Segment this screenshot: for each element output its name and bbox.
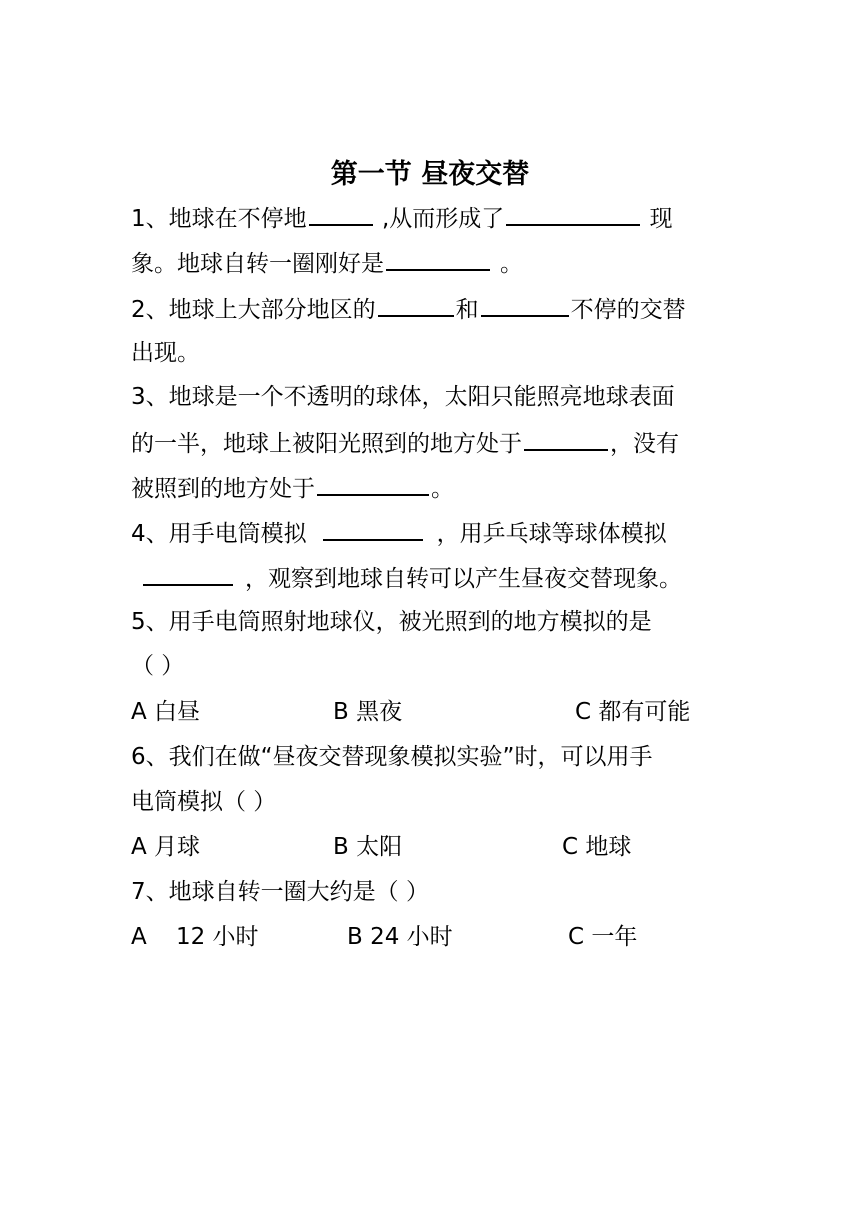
question-5-answer-paren[interactable]: （ ） bbox=[131, 653, 185, 679]
question-3-text-a: 地球是一个不透明的球体，太阳只能照亮地球表面 bbox=[168, 384, 675, 410]
question-3-number: 3、 bbox=[131, 384, 169, 410]
question-1-blank-3[interactable] bbox=[386, 247, 490, 271]
question-1-text-e: 。 bbox=[500, 251, 523, 277]
question-4-text-b: ，用乒乓球等球体模拟 bbox=[436, 521, 667, 547]
page-title: 第一节 昼夜交替 bbox=[330, 159, 530, 190]
question-3-blank-1[interactable] bbox=[524, 427, 608, 451]
question-4-text-c: ，观察到地球自转可以产生昼夜交替现象。 bbox=[245, 566, 682, 592]
question-5-option-a[interactable]: A 白昼 bbox=[131, 699, 201, 725]
question-3-text-c: ，没有 bbox=[610, 431, 679, 457]
question-3-line-2 bbox=[131, 427, 741, 459]
question-3-text-b: 的一半，地球上被阳光照到的地方处于 bbox=[131, 431, 522, 457]
question-1-text-d: 象。地球自转一圈刚好是 bbox=[131, 251, 384, 277]
question-3-text-d: 被照到的地方处于 bbox=[131, 476, 315, 502]
question-4-text-a: 用手电筒模拟 bbox=[168, 521, 307, 547]
question-5-text-a: 用手电筒照射地球仪，被光照到的地方模拟的是 bbox=[168, 609, 652, 635]
question-2-text-b: 和 bbox=[455, 297, 479, 323]
question-2-text-d: 出现。 bbox=[131, 340, 200, 366]
question-1-text-c: 现 bbox=[642, 206, 673, 232]
question-5-option-c[interactable]: C 都有可能 bbox=[575, 699, 691, 725]
question-1-blank-1[interactable] bbox=[309, 202, 373, 226]
question-2-blank-2[interactable] bbox=[481, 293, 569, 317]
question-5-line-2 bbox=[131, 651, 741, 681]
question-7-option-c[interactable]: C 一年 bbox=[568, 924, 638, 950]
question-4-line-2 bbox=[131, 562, 741, 594]
question-1-text-b: ,从而形成了 bbox=[374, 206, 505, 232]
question-6-option-c[interactable]: C 地球 bbox=[562, 834, 632, 860]
question-1-line-2 bbox=[131, 247, 741, 279]
question-6-option-b[interactable]: B 太阳 bbox=[333, 834, 403, 860]
question-2-text-c: 不停的交替 bbox=[570, 297, 686, 323]
question-1-line-1 bbox=[131, 202, 741, 234]
question-5-option-b[interactable]: B 黑夜 bbox=[333, 699, 403, 725]
question-4-number: 4、 bbox=[131, 521, 169, 547]
question-2-number: 2、 bbox=[131, 297, 169, 323]
question-3-blank-2[interactable] bbox=[317, 472, 429, 496]
question-1-number: 1、 bbox=[131, 206, 169, 232]
question-7-text-a: 地球自转一圈大约是（ ） bbox=[168, 879, 429, 905]
question-7-line-1 bbox=[131, 877, 741, 907]
question-6-line-1 bbox=[131, 742, 741, 772]
question-6-text-a: 我们在做“昼夜交替现象模拟实验”时，可以用手 bbox=[168, 744, 653, 770]
question-6-number: 6、 bbox=[131, 744, 169, 770]
question-4-line-1 bbox=[131, 517, 741, 549]
question-6-text-b: 电筒模拟（ ） bbox=[131, 789, 277, 815]
question-6-line-2 bbox=[131, 787, 741, 817]
question-2-text-a: 地球上大部分地区的 bbox=[168, 297, 376, 323]
question-5-number: 5、 bbox=[131, 609, 169, 635]
question-4-blank-2[interactable] bbox=[143, 562, 233, 586]
question-2-line-2 bbox=[131, 338, 741, 368]
question-3-line-3 bbox=[131, 472, 741, 504]
question-7-option-a[interactable]: A 12 小时 bbox=[131, 924, 259, 950]
question-7-option-b[interactable]: B 24 小时 bbox=[347, 924, 453, 950]
question-5-line-1 bbox=[131, 607, 741, 637]
question-2-blank-1[interactable] bbox=[378, 293, 454, 317]
question-7-number: 7、 bbox=[131, 879, 169, 905]
question-1-text-a: 地球在不停地 bbox=[168, 206, 307, 232]
question-3-line-1 bbox=[131, 382, 741, 412]
question-6-option-a[interactable]: A 月球 bbox=[131, 834, 201, 860]
question-2-line-1 bbox=[131, 293, 741, 325]
question-3-text-e: 。 bbox=[431, 476, 454, 502]
question-4-blank-1[interactable] bbox=[323, 517, 423, 541]
question-1-blank-2[interactable] bbox=[506, 202, 640, 226]
